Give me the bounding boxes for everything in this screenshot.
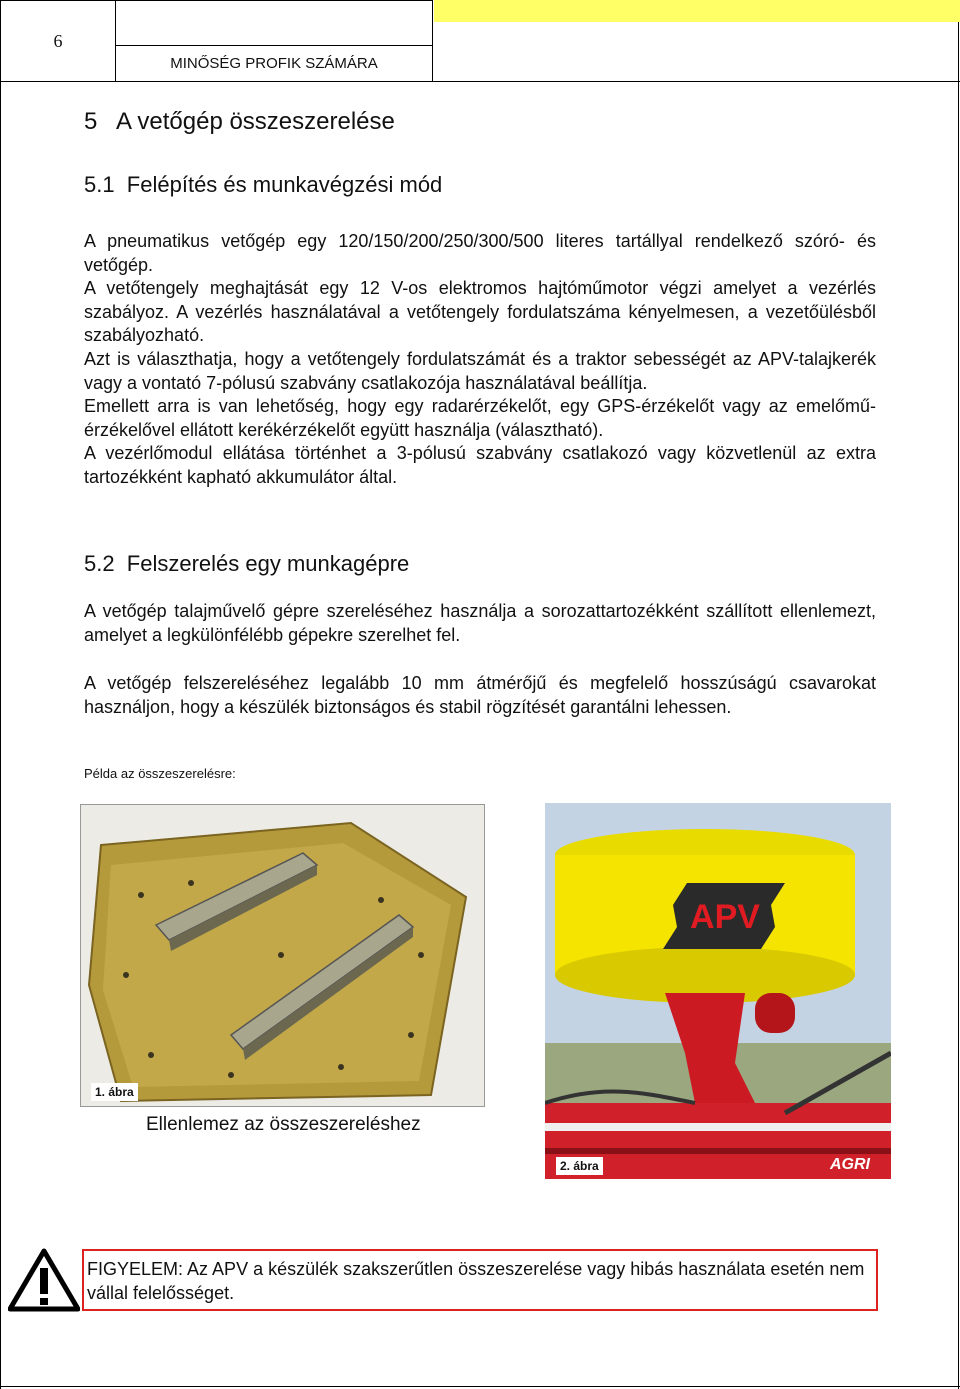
figure-1-caption: Ellenlemez az összeszereléshez — [146, 1114, 421, 1135]
warning-box — [82, 1249, 878, 1311]
paragraph: A vetőtengely meghajtását egy 12 V-os elektromos hajtóműmotor végzi amelyet a vezérlés szabályoz. A vezérlés használatával a vetőtengely fordulatszáma kényelmesen, a vezetőülésből szabályozható. — [84, 278, 876, 346]
apv-seeder-illustration — [545, 803, 891, 1179]
header-highlight-bar — [434, 0, 960, 22]
figure-1-photo — [80, 804, 485, 1107]
paragraph-text: A vetőgép talajművelő gépre szereléséhez használja a sorozattartozékként szállított ellenlemezt, amelyet a legkülönfélébb gépekre szerelhet fel. — [84, 601, 876, 645]
figure-2-label: 2. ábra — [556, 1157, 603, 1175]
warning-triangle-icon — [8, 1248, 80, 1312]
example-label: Példa az összeszerelésre: — [84, 766, 236, 781]
paragraph: Azt is választhatja, hogy a vetőtengely fordulatszámát és a traktor sebességét az APV-talajkerék vagy a vontató 7-pólusú szabvány csatlakozója használatával beállítja. — [84, 348, 876, 393]
subsection-title-5-2: 5.2 Felszerelés egy munkagépre — [84, 551, 410, 576]
paragraph: Emellett arra is van lehetőség, hogy egy radarérzékelőt, egy GPS-érzékelőt vagy az emelőmű-érzékelővel ellátott kerékérzékelőt együtt használja (választható). — [84, 396, 876, 440]
apv-logo-text: APV — [690, 898, 760, 936]
page-border-left — [0, 0, 1, 1389]
brand-text: AGRI — [830, 1156, 870, 1173]
figure-1-label: 1. ábra — [91, 1083, 138, 1101]
figure-2-photo — [545, 803, 891, 1179]
paragraph: A pneumatikus vetőgép egy 120/150/200/250/300/500 literes tartállyal rendelkező szóró- és vetőgép. — [84, 231, 876, 275]
page-border-right — [958, 0, 959, 1389]
paragraph-text: A vetőgép felszereléséhez legalább 10 mm átmérőjű és megfelelő hosszúságú csavarokat használjon, hogy a készülék biztonságos és stabil rögzítését garantálni lehessen. — [84, 673, 876, 717]
subsection-5-1-body — [84, 230, 876, 490]
section-title: 5 A vetőgép összeszerelése — [84, 108, 395, 135]
paragraph — [84, 672, 876, 719]
warning-heading: FIGYELEM: — [87, 1259, 184, 1279]
paragraph — [84, 600, 876, 647]
running-title: MINŐSÉG PROFIK SZÁMÁRA — [115, 45, 433, 82]
warning-text: Az APV a készülék szakszerűtlen összeszerelése vagy hibás használata esetén nem vállal felelősséget. — [87, 1259, 865, 1303]
page-number: 6 — [0, 0, 116, 82]
paragraph: A vezérlőmodul ellátása történhet a 3-pólusú szabvány csatlakozó vagy közvetlenül az extra tartozékként kapható akkumulátor által. — [84, 443, 876, 487]
header-divider — [0, 81, 960, 82]
page-border-bottom — [0, 1386, 960, 1387]
header-blank-cell — [115, 0, 433, 46]
mounting-plate-illustration — [81, 805, 485, 1107]
subsection-title-5-1: 5.1 Felépítés és munkavégzési mód — [84, 172, 443, 197]
